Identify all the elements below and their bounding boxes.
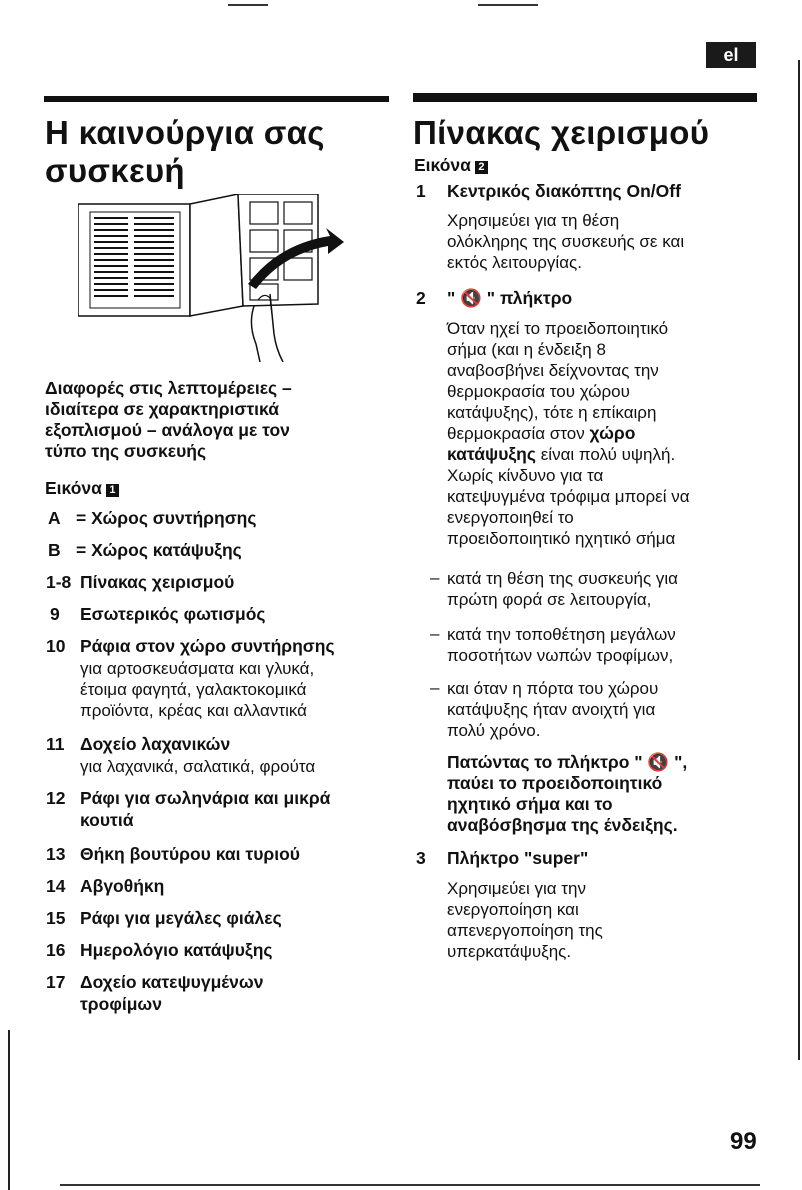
legend-num: 15 [46,908,66,928]
bullet-dash: – [430,568,440,587]
control-head: Κεντρικός διακόπτης On/Off [447,181,681,201]
legend-num: 9 [50,604,60,624]
control-num: 3 [416,848,426,868]
figure-ref: Εικόνα 1 [45,478,119,499]
control-desc: Όταν ηχεί το προειδοποιητικό σήμα (και η ένδειξη 8 αναβοσβήνει δείχνοντας την θερμοκρασία του χώρου κατάψυξης), τότε η επίκαιρη θερμοκρασία στον χώρο κατάψυξης είναι πολύ υψηλή. Χωρίς κίνδυνο για τα κατεψυγμένα τρόφιμα μπορεί να ενεργοποιηθεί το προειδοποιητικό ηχητικό σήμα [447,319,690,548]
top-mark [478,4,538,6]
language-badge: el [706,42,756,68]
legend-label: Πίνακας χειρισμού [80,572,235,592]
header-rule-left [44,96,389,102]
legend-label: = Χώρος συντήρησης [76,508,257,528]
control-desc: Χρησιμεύει για την ενεργοποίηση και απενεργοποίηση της υπερκατάψυξης. [447,879,603,961]
legend-label: = Χώρος κατάψυξης [76,540,242,560]
intro-text: Διαφορές στις λεπτομέρειες – ιδιαίτερα σε χαρακτηριστικά εξοπλισμού – ανάλογα με τον τύπο της συσκευής [45,378,292,461]
control-desc: Χρησιμεύει για τη θέση ολόκληρης της συσκευής σε και εκτός λειτουργίας. [447,211,685,272]
control-head: " 🔇 " πλήκτρο [447,288,573,308]
legend-label: Θήκη βουτύρου και τυριού [80,844,300,864]
bold-paragraph: Πατώντας το πλήκτρο " 🔇 ", παύει το προειδοποιητικό ηχητικό σήμα και το αναβόσβησμα της ένδειξης. [447,752,688,835]
legend-label: Ημερολόγιο κατάψυξης [80,940,273,960]
bullet-item: κατά τη θέση της συσκευής για πρώτη φορά σε λειτουργία, [447,569,678,609]
page-number: 99 [730,1128,757,1155]
legend-num: A [48,508,61,528]
legend-label: Ράφι για σωληνάρια και μικρά [80,788,331,808]
legend-num: 12 [46,788,66,808]
control-num: 1 [416,181,426,201]
legend-num: 10 [46,636,66,656]
booklet-illustration [78,194,348,362]
bottom-mark [60,1184,760,1186]
page-edge-right [798,60,800,1060]
legend-num: B [48,540,61,560]
bullet-dash: – [430,624,440,643]
control-num: 2 [416,288,426,308]
legend-label: Εσωτερικός φωτισμός [80,604,266,624]
figure-ref: Εικόνα 2 [414,155,488,176]
bullet-item: και όταν η πόρτα του χώρου κατάψυξης ήταν ανοιχτή για πολύ χρόνο. [447,679,659,740]
legend-desc: τροφίμων [80,994,162,1014]
legend-label: Ράφι για μεγάλες φιάλες [80,908,282,928]
legend-desc: κουτιά [80,810,134,830]
legend-num: 14 [46,876,66,896]
bullet-dash: – [430,678,440,697]
legend-desc: για αρτοσκευάσματα και γλυκά, έτοιμα φαγητά, γαλακτοκομικά προϊόντα, κρέας και αλλαντικά [80,659,315,720]
legend-num: 1-8 [46,572,72,592]
legend-desc: για λαχανικά, σαλατικά, φρούτα [80,757,316,776]
legend-label: Ράφια στον χώρο συντήρησης [80,636,335,656]
bullet-item: κατά την τοποθέτηση μεγάλων ποσοτήτων νωπών τροφίμων, [447,625,676,665]
header-rule-right [413,93,757,102]
section-title: Η καινούργια σας συσκευή [45,114,325,189]
page-edge-left [8,1030,10,1190]
legend-label: Αβγοθήκη [80,876,165,896]
section-title-controls: Πίνακας χειρισμού [413,114,710,151]
legend-num: 17 [46,972,66,992]
legend-label: Δοχείο κατεψυγμένων [80,972,264,992]
legend-num: 11 [46,734,65,754]
top-mark [228,4,268,6]
control-head: Πλήκτρο "super" [447,848,589,868]
legend-num: 13 [46,844,66,864]
legend-label: Δοχείο λαχανικών [80,734,231,754]
legend-num: 16 [46,940,66,960]
